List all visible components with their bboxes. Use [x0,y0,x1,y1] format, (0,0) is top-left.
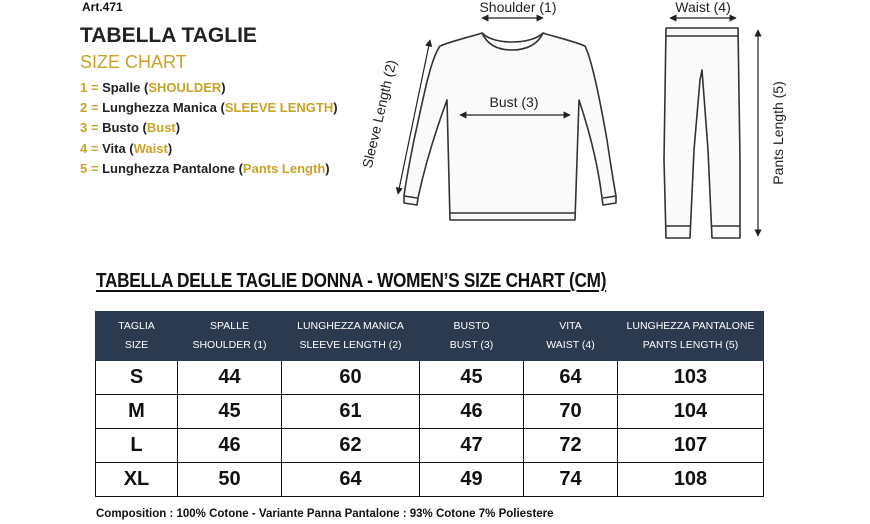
size-cell: L [96,429,178,463]
sleeve-cell: 60 [282,361,420,395]
size-chart-title: TABELLA DELLE TAGLIE DONNA - WOMEN’S SIZE CHART (CM) [96,270,607,292]
bust-cell: 49 [420,463,524,497]
waist-cell: 70 [524,395,618,429]
table-row [96,395,764,429]
pants-cell: 107 [618,429,764,463]
sleeve-cell: 62 [282,429,420,463]
header-sleeve-length: LUNGHEZZA MANICA SLEEVE LENGTH (2) [282,312,420,361]
sleeve-length-label: Sleeve Length (2) [358,58,400,170]
pants-drawing [664,28,740,238]
sleeve-cell: 61 [282,395,420,429]
table-header-row [96,312,764,361]
bust-cell: 45 [420,361,524,395]
legend-item: 3 = Busto (Bust) [80,120,181,136]
bust-cell: 46 [420,395,524,429]
pants-cell: 103 [618,361,764,395]
garment-diagram [0,0,870,260]
legend-item: 4 = Vita (Waist) [80,140,173,156]
legend-item: 1 = Spalle (SHOULDER) [80,80,226,95]
header-waist: VITA WAIST (4) [524,312,618,361]
table-row [96,429,764,463]
page-title: TABELLA TAGLIE [80,24,257,47]
waist-label: Waist (4) [675,0,731,15]
bust-cell: 47 [420,429,524,463]
shoulder-cell: 50 [178,463,282,497]
composition-note: Composition : 100% Cotone - Variante Panna Pantalone : 93% Cotone 7% Poliestere [96,508,554,520]
size-cell: M [96,395,178,429]
page-subtitle: SIZE CHART [80,52,187,72]
shoulder-cell: 45 [178,395,282,429]
waist-cell: 64 [524,361,618,395]
header-shoulder: SPALLE SHOULDER (1) [178,312,282,361]
header-bust: BUSTO BUST (3) [420,312,524,361]
legend-item: 2 = Lunghezza Manica (SLEEVE LENGTH) [80,100,338,116]
size-cell: S [96,361,178,395]
header-pants-length: LUNGHEZZA PANTALONE PANTS LENGTH (5) [618,312,764,361]
waist-cell: 74 [524,463,618,497]
sleeve-cell: 64 [282,463,420,497]
bust-label: Bust (3) [489,94,539,110]
sweater-drawing [404,33,616,220]
header-size: TAGLIA SIZE [96,312,178,361]
shoulder-cell: 46 [178,429,282,463]
article-number: Art.471 [82,0,123,14]
shoulder-label: Shoulder (1) [479,0,557,15]
size-cell: XL [96,463,178,497]
waist-cell: 72 [524,429,618,463]
shoulder-cell: 44 [178,361,282,395]
pants-cell: 104 [618,395,764,429]
legend-item: 5 = Lunghezza Pantalone (Pants Length) [80,160,330,176]
table-row [96,361,764,395]
table-row [96,463,764,497]
size-table [95,311,764,497]
pants-length-label: Pants Length (5) [770,81,786,185]
pants-cell: 108 [618,463,764,497]
